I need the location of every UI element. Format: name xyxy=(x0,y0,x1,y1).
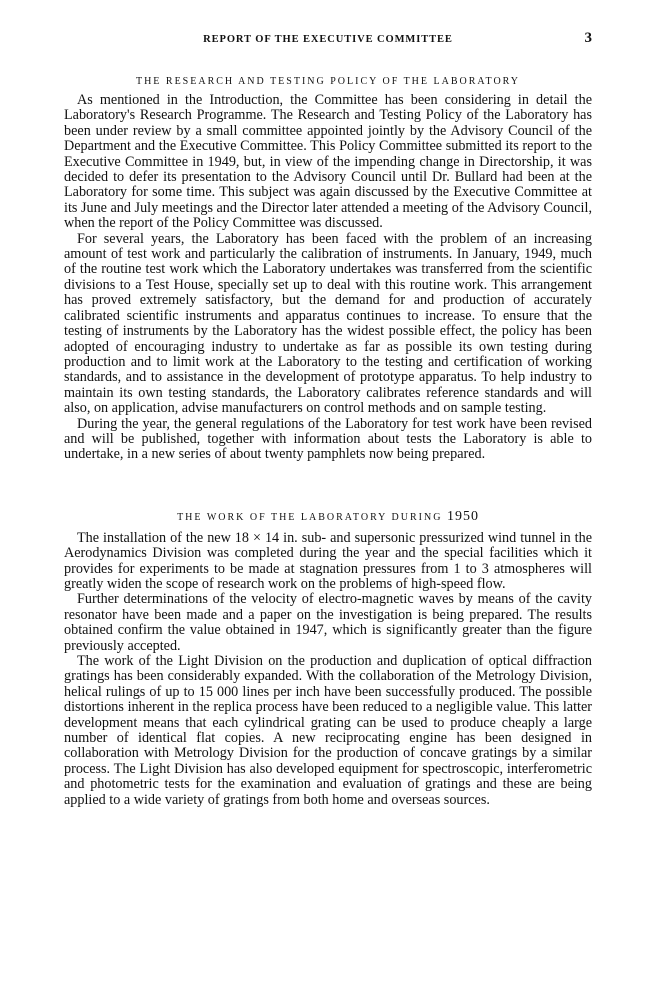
section-heading-year: 1950 xyxy=(446,508,479,524)
paragraph: For several years, the Laboratory has been faced with the problem of an increasing amount of test work and particularly the calibration of instruments. In January, 1949, much of the routine test work which the Laboratory undertakes was transferred from the scientific divisions to a Test House, specially set up to deal with this routine work. This arrangement has proved extremely satisfactory, but the demand for and production of accurately calibrated scientific instruments and apparatus continues to increase. To ensure that the testing of instruments by the Laboratory has the widest possible effect, the policy has been adopted of encouraging industry to undertake as far as possible its own testing during production and to limit work at the Laboratory to the testing and certification of working standards, and to assistance in the development of prototype apparatus. To help industry to maintain its own testing standards, the Laboratory calibrates reference standards and will also, on application, advise manufacturers on control methods and on sample testing. xyxy=(64,230,592,417)
section-heading-text: THE WORK OF THE LABORATORY DURING xyxy=(177,511,443,523)
running-header xyxy=(64,30,592,50)
page-number: 3 xyxy=(584,30,592,46)
paragraph: During the year, the general regulations of the Laboratory for test work have been revised and will be published, together with information about tests the Laboratory is able to undertake, in a new series of about twenty pamphlets now being prepared. xyxy=(64,415,592,463)
paragraph: The work of the Light Division on the production and duplication of optical diffraction gratings has been considerably expanded. With the collaboration of the Metrology Division, helical rulings of up to 15 000 lines per inch have been successfully produced. The possible distortions inherent in the replica process have been reduced to a negligible value. This latter development means that each cylindrical grating can be used to produce cheaply a large number of identical flat copies. A new reciprocating engine has been designed in collaboration with Metrology Division for the production of concave gratings by a similar process. The Light Division has also developed equipment for spectroscopic, interferometric and photometric tests for the examination and evaluation of gratings and these are being applied to a wide variety of gratings from both home and overseas sources. xyxy=(64,653,592,808)
section-heading-research-policy: THE RESEARCH AND TESTING POLICY OF THE LABORATORY xyxy=(135,76,521,87)
section-heading-work-1950 xyxy=(64,509,592,525)
running-title: REPORT OF THE EXECUTIVE COMMITTEE xyxy=(203,34,453,45)
paragraph: As mentioned in the Introduction, the Committee has been considering in detail the Laboratory's Research Programme. The Research and Testing Policy of the Laboratory has been under review by a small committee appointed jointly by the Advisory Council of the Department and the Executive Committee. This Policy Committee submitted its report to the Executive Committee in 1949, but, in view of the impending change in Directorship, it was decided to defer its presentation to the Advisory Council until Dr. Bullard had been at the Laboratory for some time. This subject was again discussed by the Executive Committee at its June and July meetings and the Director later attended a meeting of the Advisory Council, when the report of the Policy Committee was discussed. xyxy=(64,92,592,232)
paragraph: Further determinations of the velocity of electro-magnetic waves by means of the cavity resonator have been made and a paper on the investigation is being prepared. The results obtained confirm the value obtained in 1947, which is significantly greater than the figure previously accepted. xyxy=(64,591,592,654)
paragraph: The installation of the new 18 × 14 in. sub- and supersonic pressurized wind tunnel in the Aerodynamics Division was completed during the year and the special facilities which it provides for experiments to be made at stagnation pressures from 1 to 3 atmospheres will greatly widen the scope of research work on the problems of high-speed flow. xyxy=(64,529,592,592)
document-page xyxy=(64,30,592,808)
